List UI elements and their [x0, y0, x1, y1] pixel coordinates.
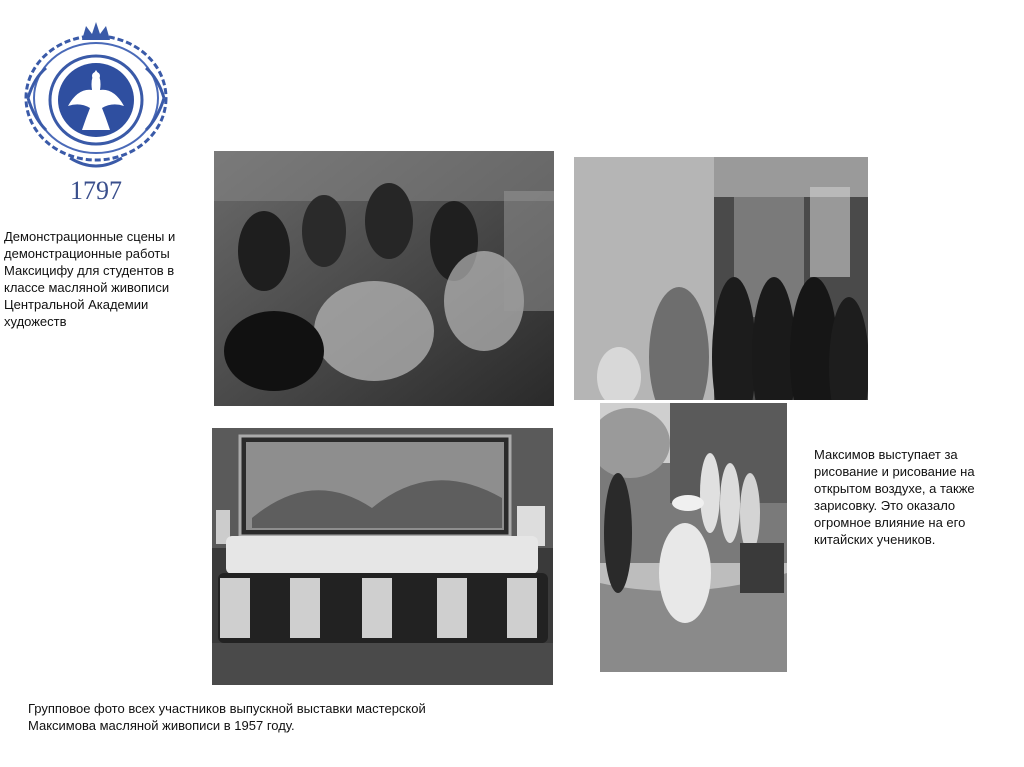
- pelican-emblem-icon: [20, 18, 172, 176]
- photo-studio-demonstration: [574, 157, 868, 400]
- caption-outdoor: Максимов выступает за рисование и рисование на открытом воздухе, а также зарисовку. Это оказало огромное влияние на его китайских учеников.: [814, 447, 975, 547]
- photo-outdoor-sketching: [600, 403, 787, 672]
- caption-demo-lessons: Демонстрационные сцены и демонстрационные работы Максицифу для студентов в классе масляной живописи Центральной Академии художеств: [4, 229, 176, 329]
- photo-group-exhibition-1957: [212, 428, 553, 685]
- founding-year: 1797: [70, 176, 122, 205]
- caption-group-photo: Групповое фото всех участников выпускной выставки мастерской Максимова масляной живописи в 1957 году.: [28, 701, 426, 733]
- academy-logo: [20, 18, 172, 208]
- photo-classroom-demonstration: [214, 151, 554, 406]
